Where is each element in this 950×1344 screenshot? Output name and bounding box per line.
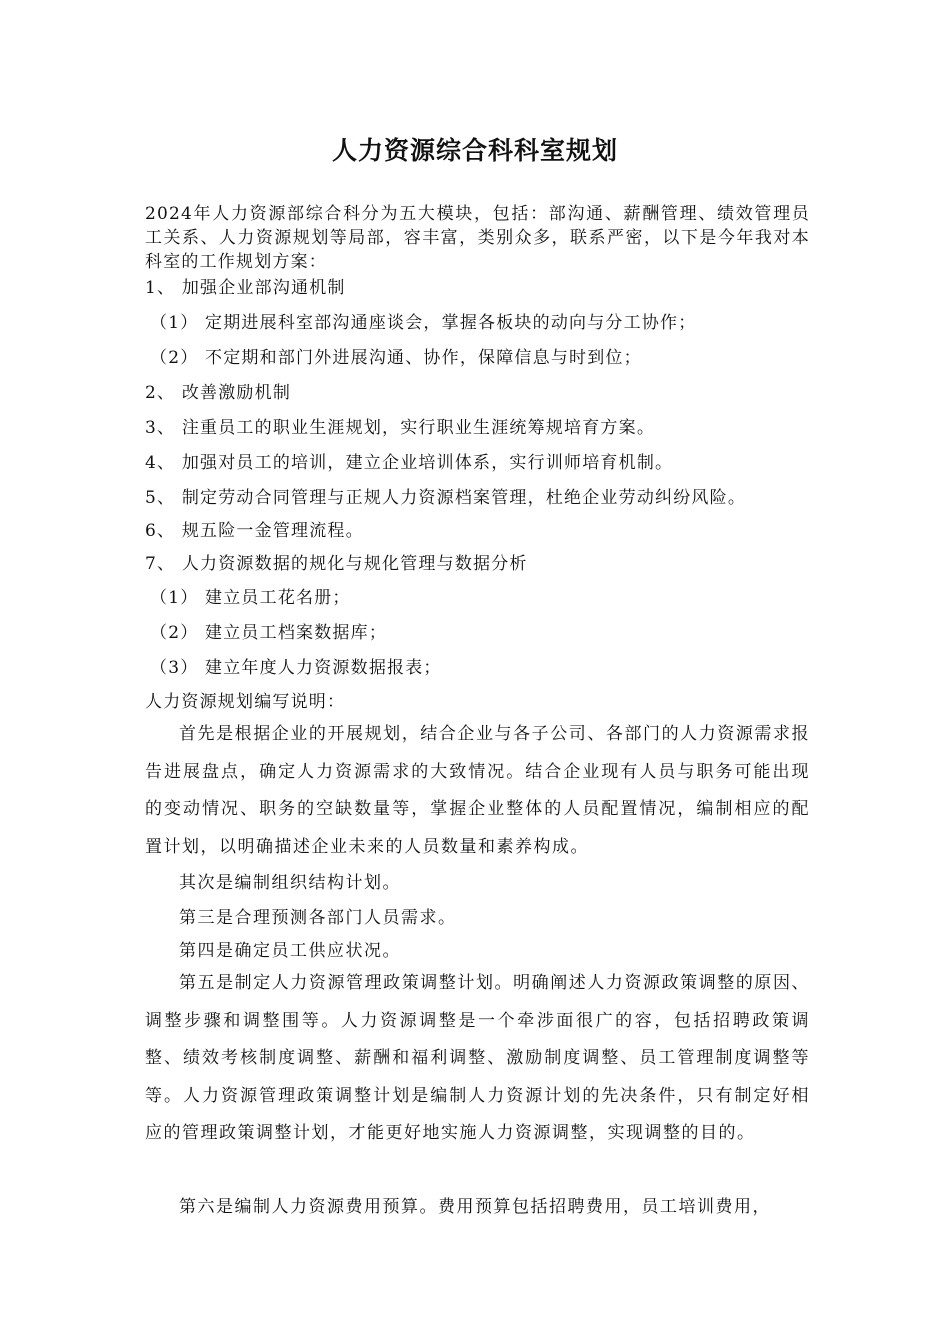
document-title: 人力资源综合科科室规划: [331, 136, 618, 165]
body-paragraph: 第五是制定人力资源管理政策调整计划。明确阐述人力资源政策调整的原因、调整步骤和调整围等。人力资源调整是一个牵涉面很广的容，包括招聘政策调整、绩效考核制度调整、薪酬和福利调整、激励制度调整、员工管理制度调整等等。人力资源管理政策调整计划是编制人力资源计划的先决条件，只有制定好相应的管理政策调整计划，才能更好地实施人力资源调整，实现调整的目的。: [145, 973, 810, 1143]
section-heading: 人力资源规划编写说明：: [145, 692, 346, 712]
body-paragraph: 首先是根据企业的开展规划，结合企业与各子公司、各部门的人力资源需求报告进展盘点，确定人力资源需求的大致情况。结合企业现有人员与职务可能出现的变动情况、职务的空缺数量等，掌握企业整体的人员配置情况，编制相应的配置计划，以明确描述企业未来的人员数量和素养构成。: [145, 724, 810, 857]
body-paragraph: 第六是编制人力资源费用预算。费用预算包括招聘费用，员工培训费用，: [179, 1197, 771, 1217]
list-item: 6、 规五险一金管理流程。: [145, 521, 364, 541]
list-item: 7、 人力资源数据的规化与规化管理与数据分析: [145, 554, 528, 574]
list-item: 3、 注重员工的职业生涯规划，实行职业生涯统筹规培育方案。: [145, 418, 656, 438]
body-paragraph: 其次是编制组织结构计划。: [179, 873, 401, 893]
list-item: （2） 建立员工档案数据库；: [150, 623, 388, 643]
list-item: （1） 定期进展科室部沟通座谈会，掌握各板块的动向与分工协作；: [150, 313, 697, 333]
list-item: （1） 建立员工花名册；: [150, 588, 351, 608]
list-item: 4、 加强对员工的培训，建立企业培训体系，实行训师培育机制。: [145, 453, 674, 473]
list-item: 5、 制定劳动合同管理与正规人力资源档案管理，杜绝企业劳动纠纷风险。: [145, 488, 747, 508]
list-item: （2） 不定期和部门外进展沟通、协作，保障信息与时到位；: [150, 348, 642, 368]
body-paragraph: 第三是合理预测各部门人员需求。: [179, 908, 457, 928]
list-item: 2、 改善激励机制: [145, 383, 292, 403]
intro-paragraph: 2024年人力资源部综合科分为五大模块，包括：部沟通、薪酬管理、绩效管理员工关系、人力资源规划等局部，容丰富，类别众多，联系严密，以下是今年我对本科室的工作规划方案：: [145, 204, 810, 272]
list-item: 1、 加强企业部沟通机制: [145, 278, 346, 298]
list-item: （3） 建立年度人力资源数据报表；: [150, 658, 442, 678]
body-paragraph: 第四是确定员工供应状况。: [179, 941, 401, 961]
